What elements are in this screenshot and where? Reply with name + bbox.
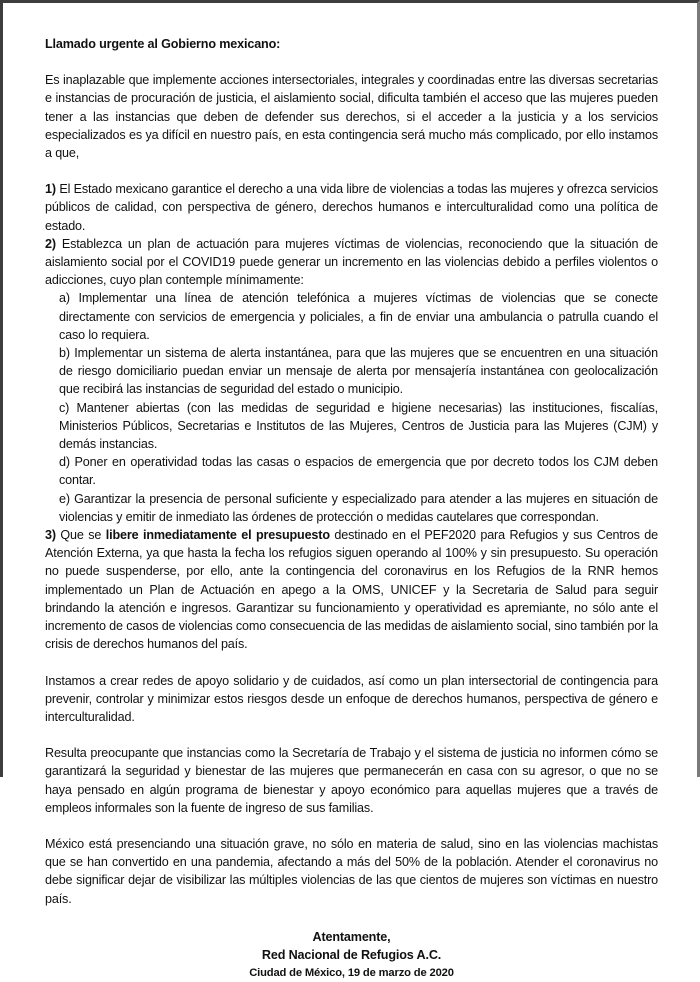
- demand-text: Establezca un plan de actuación para mujeres víctimas de violencias, reconociendo que la situación de aislamiento social por el COVID19 puede generar un incremento en las violencias debido a perfiles violentos o adicciones, cuyo plan contemple mínimamente:: [45, 236, 658, 288]
- sub-item-b: b) Implementar un sistema de alerta instantánea, para que las mujeres que se encuentren en una situación de riesgo domiciliario puedan enviar un mensaje de alerta por mensajería instantánea con geolocalización que recibirá las instancias de seguridad del estado o municipio.: [59, 346, 658, 397]
- support-networks-paragraph: Instamos a crear redes de apoyo solidario y de cuidados, así como un plan intersectorial de contingencia para prevenir, controlar y minimizar estos riesgos desde un enfoque de derechos humanos, perspectiva de género e interculturalidad.: [45, 673, 658, 724]
- demand-number: 2): [45, 236, 56, 251]
- demand-item-2: [45, 235, 658, 290]
- demand-item-1: [45, 180, 658, 235]
- intro-paragraph: Es inaplazable que implemente acciones intersectoriales, integrales y coordinadas entre las diversas secretarias e instancias de procuración de justicia, el aislamiento social, dificulta también el acceso que las mujeres pueden tener a las instancias que deben de defender sus derechos, si el acceder a la justicia y a los servicios especializados es ya difícil en nuestro país, en esta contingencia será mucho más complicado, por ello instamos a que,: [45, 73, 658, 161]
- sub-item-d: d) Poner en operatividad todas las casas o espacios de emergencia que por decreto todos los CJM deben contar.: [59, 455, 658, 488]
- place-date: Ciudad de México, 19 de marzo de 2020: [249, 967, 454, 980]
- document-title: Llamado urgente al Gobierno mexicano:: [45, 37, 281, 51]
- salutation: Atentamente,: [312, 929, 391, 944]
- mexico-situation-paragraph: México está presenciando una situación grave, no sólo en materia de salud, sino en las violencias machistas que se han convertido en una pandemia, afectando a más del 50% de la población. Atender el coronavirus no debe significar dejar de visibilizar las múltiples violencias de las que cientos de mujeres son víctimas en nuestro país.: [45, 836, 658, 906]
- demand-item-3: [45, 526, 658, 653]
- sub-item-a: a) Implementar una línea de atención telefónica a mujeres víctimas de violencias que se conecte directamente con servicios de emergencia y policiales, a fin de enviar una ambulancia o patrulla cuando el caso lo requiera.: [59, 291, 658, 342]
- demand-text: El Estado mexicano garantice el derecho a una vida libre de violencias a todas las mujeres y ofrezca servicios públicos de calidad, con perspectiva de género, derechos humanos e interculturalidad como una política de estado.: [45, 182, 658, 233]
- demand-text-lead: Que se: [55, 528, 106, 543]
- sub-item-e: e) Garantizar la presencia de personal suficiente y especializado para atender a las mujeres en situación de violencias y emitir de inmediato las órdenes de protección o medidas cautelares que correspondan.: [59, 491, 658, 524]
- demand-text: destinado en el PEF2020 para Refugios y sus Centros de Atención Externa, ya que hasta la fecha los refugios siguen operando al 100% y sin presupuesto. Su operación no puede suspenderse, por ello, ante la contingencia del coronavirus en los Refugios de la RNR hemos implementado un Plan de Actuación en apego a la OMS, UNICEF y la Secretaria de Salud para seguir brindando la atención e ingresos. Garantizar su funcionamiento y operatividad es apremiante, no sólo ante el incremento de casos de violencias como consecuencia de las medidas de aislamiento social, sino también por la crisis de derechos humanos del país.: [45, 528, 659, 652]
- demand-2-subitems: [45, 289, 658, 526]
- signature-block: [45, 928, 658, 982]
- document-body: [45, 35, 658, 982]
- sub-item-c: c) Mantener abiertas (con las medidas de seguridad e higiene necesarias) las instituciones, fiscalías, Ministerios Públicos, Secretarias e Institutos de las Mujeres, Centros de Justicia para las Mujeres (CJM) y demás instancias.: [59, 400, 658, 452]
- demands-list: [45, 180, 658, 653]
- demand-emphasis: libere inmediatamente el presupuesto: [105, 528, 330, 543]
- demand-number: 3): [45, 528, 56, 543]
- concern-paragraph: Resulta preocupante que instancias como la Secretaría de Trabajo y el sistema de justicia no informen cómo se garantizará la seguridad y bienestar de las mujeres que permanecerán en casa con su agresor, o que no se haya pensado en algún programa de bienestar y apoyo económico para aquellas mujeres que a través de empleos informales son la fuente de ingreso de sus familias.: [45, 746, 658, 815]
- demand-number: 1): [45, 182, 56, 197]
- organization-name: Red Nacional de Refugios A.C.: [261, 947, 442, 962]
